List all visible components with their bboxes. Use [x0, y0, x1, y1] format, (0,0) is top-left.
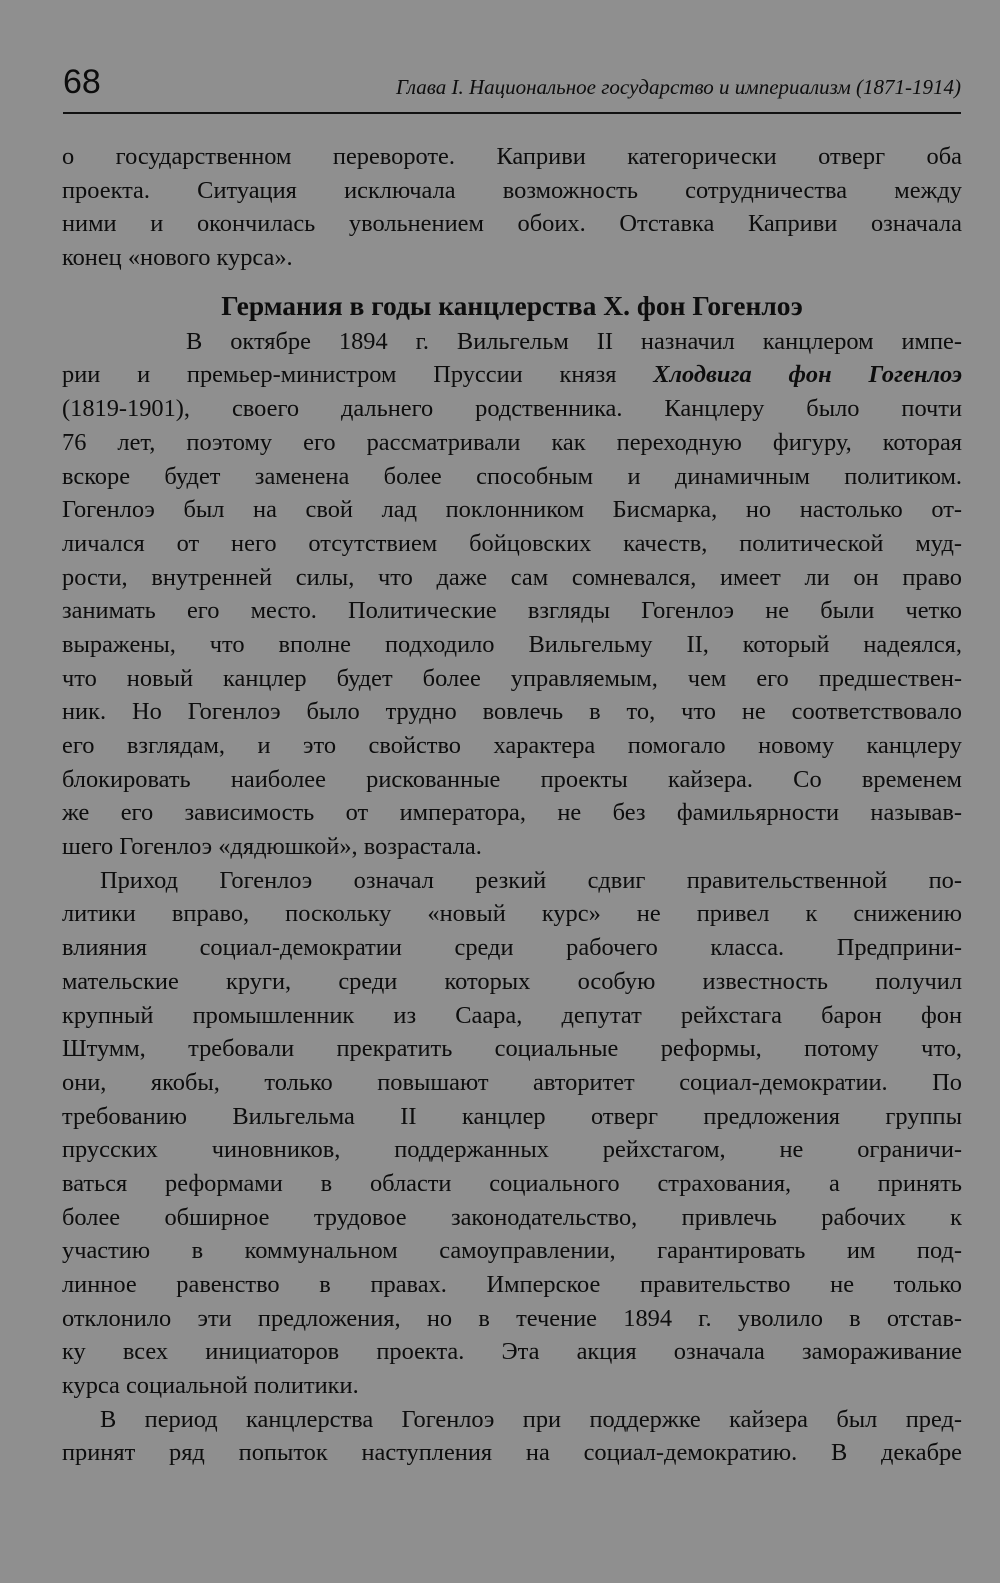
- text-line: занимать его место. Политические взгляды Гогенлоэ не были четко: [62, 597, 962, 625]
- text-line: литики вправо, поскольку «новый курс» не привел к снижению: [62, 900, 962, 928]
- text-line: прусских чиновников, поддержанных рейхстагом, не ограничи-: [62, 1136, 962, 1164]
- text-line: Штумм, требовали прекратить социальные реформы, потому что,: [62, 1035, 962, 1063]
- text-line: влияния социал-демократии среди рабочего класса. Предприни-: [62, 934, 962, 962]
- text-line: ку всех инициаторов проекта. Эта акция означала замораживание: [62, 1338, 962, 1366]
- text-line: его взглядам, и это свойство характера помогало новому канцлеру: [62, 732, 962, 759]
- text-line: требованию Вильгельма II канцлер отверг предложения группы: [62, 1102, 962, 1130]
- text-line: личался от него отсутствием бойцовских качеств, политической муд-: [62, 529, 962, 557]
- chapter-title: Глава I. Национальное государство и империализм (1871-1914): [395, 75, 961, 99]
- body-text: [62, 140, 962, 1470]
- page-number: 68: [63, 63, 101, 101]
- text-line: линное равенство в правах. Имперское правительство не только: [62, 1271, 962, 1298]
- text-line: что новый канцлер будет более управляемым, чем его предшествен-: [62, 664, 962, 692]
- emphasized-name: Хлодвига фон Гогенлоэ: [653, 361, 962, 389]
- text-line: (1819-1901), своего дальнего родственника. Канцлеру было почти: [62, 395, 962, 423]
- text-line-with-name: [62, 358, 962, 392]
- text-line: отклонило эти предложения, но в течение 1894 г. уволило в отстав-: [62, 1304, 962, 1332]
- text-line: выражены, что вполне подходило Вильгельму II, который надеялся,: [62, 630, 962, 658]
- text-line: вскоре будет заменена более способным и динамичным политиком.: [62, 462, 962, 490]
- text-line: мательские круги, среди которых особую известность получил: [62, 967, 962, 995]
- text-line: В период канцлерства Гогенлоэ при поддержке кайзера был пред-: [100, 1405, 962, 1433]
- text-fragment: рии и премьер-министром Пруссии князя: [62, 361, 617, 389]
- text-line: 76 лет, поэтому его рассматривали как переходную фигуру, которая: [62, 428, 962, 456]
- text-line: ник. Но Гогенлоэ было трудно вовлечь в то, что не соответствовало: [62, 698, 962, 726]
- text-line: В октябре 1894 г. Вильгельм II назначил канцлером импе-: [186, 327, 962, 355]
- text-line: конец «нового курса».: [62, 244, 293, 272]
- text-line: принят ряд попыток наступления на социал-демократию. В декабре: [62, 1439, 962, 1467]
- text-line: шего Гогенлоэ «дядюшкой», возрастала.: [62, 833, 482, 861]
- text-line: ваться реформами в области социального страхования, а принять: [62, 1169, 962, 1197]
- text-line: курса социальной политики.: [62, 1372, 359, 1400]
- text-line: крупный промышленник из Саара, депутат рейхстага барон фон: [62, 1001, 962, 1029]
- text-line: ними и окончилась увольнением обоих. Отставка Каприви означала: [62, 210, 962, 238]
- text-line: блокировать наиболее рискованные проекты кайзера. Со временем: [62, 765, 962, 793]
- text-line: о государственном перевороте. Каприви категорически отверг оба: [62, 143, 962, 170]
- text-line: более обширное трудовое законодательство, привлечь рабочих к: [62, 1203, 962, 1231]
- section-heading: Германия в годы канцлерства X. фон Гогенлоэ: [221, 289, 803, 321]
- text-line: же его зависимость от императора, не без фамильярности называв-: [62, 799, 962, 827]
- running-header: [63, 60, 961, 114]
- text-line: Гогенлоэ был на свой лад поклонником Бисмарка, но настолько от-: [62, 496, 962, 524]
- text-line: Приход Гогенлоэ означал резкий сдвиг правительственной по-: [100, 866, 962, 894]
- text-line: рости, внутренней силы, что даже сам сомневался, имеет ли он право: [62, 563, 962, 591]
- text-line: проекта. Ситуация исключала возможность сотрудничества между: [62, 176, 962, 204]
- text-line: они, якобы, только повышают авторитет социал-демократии. По: [62, 1068, 962, 1096]
- text-line: участию в коммунальном самоуправлении, гарантировать им под-: [62, 1237, 962, 1265]
